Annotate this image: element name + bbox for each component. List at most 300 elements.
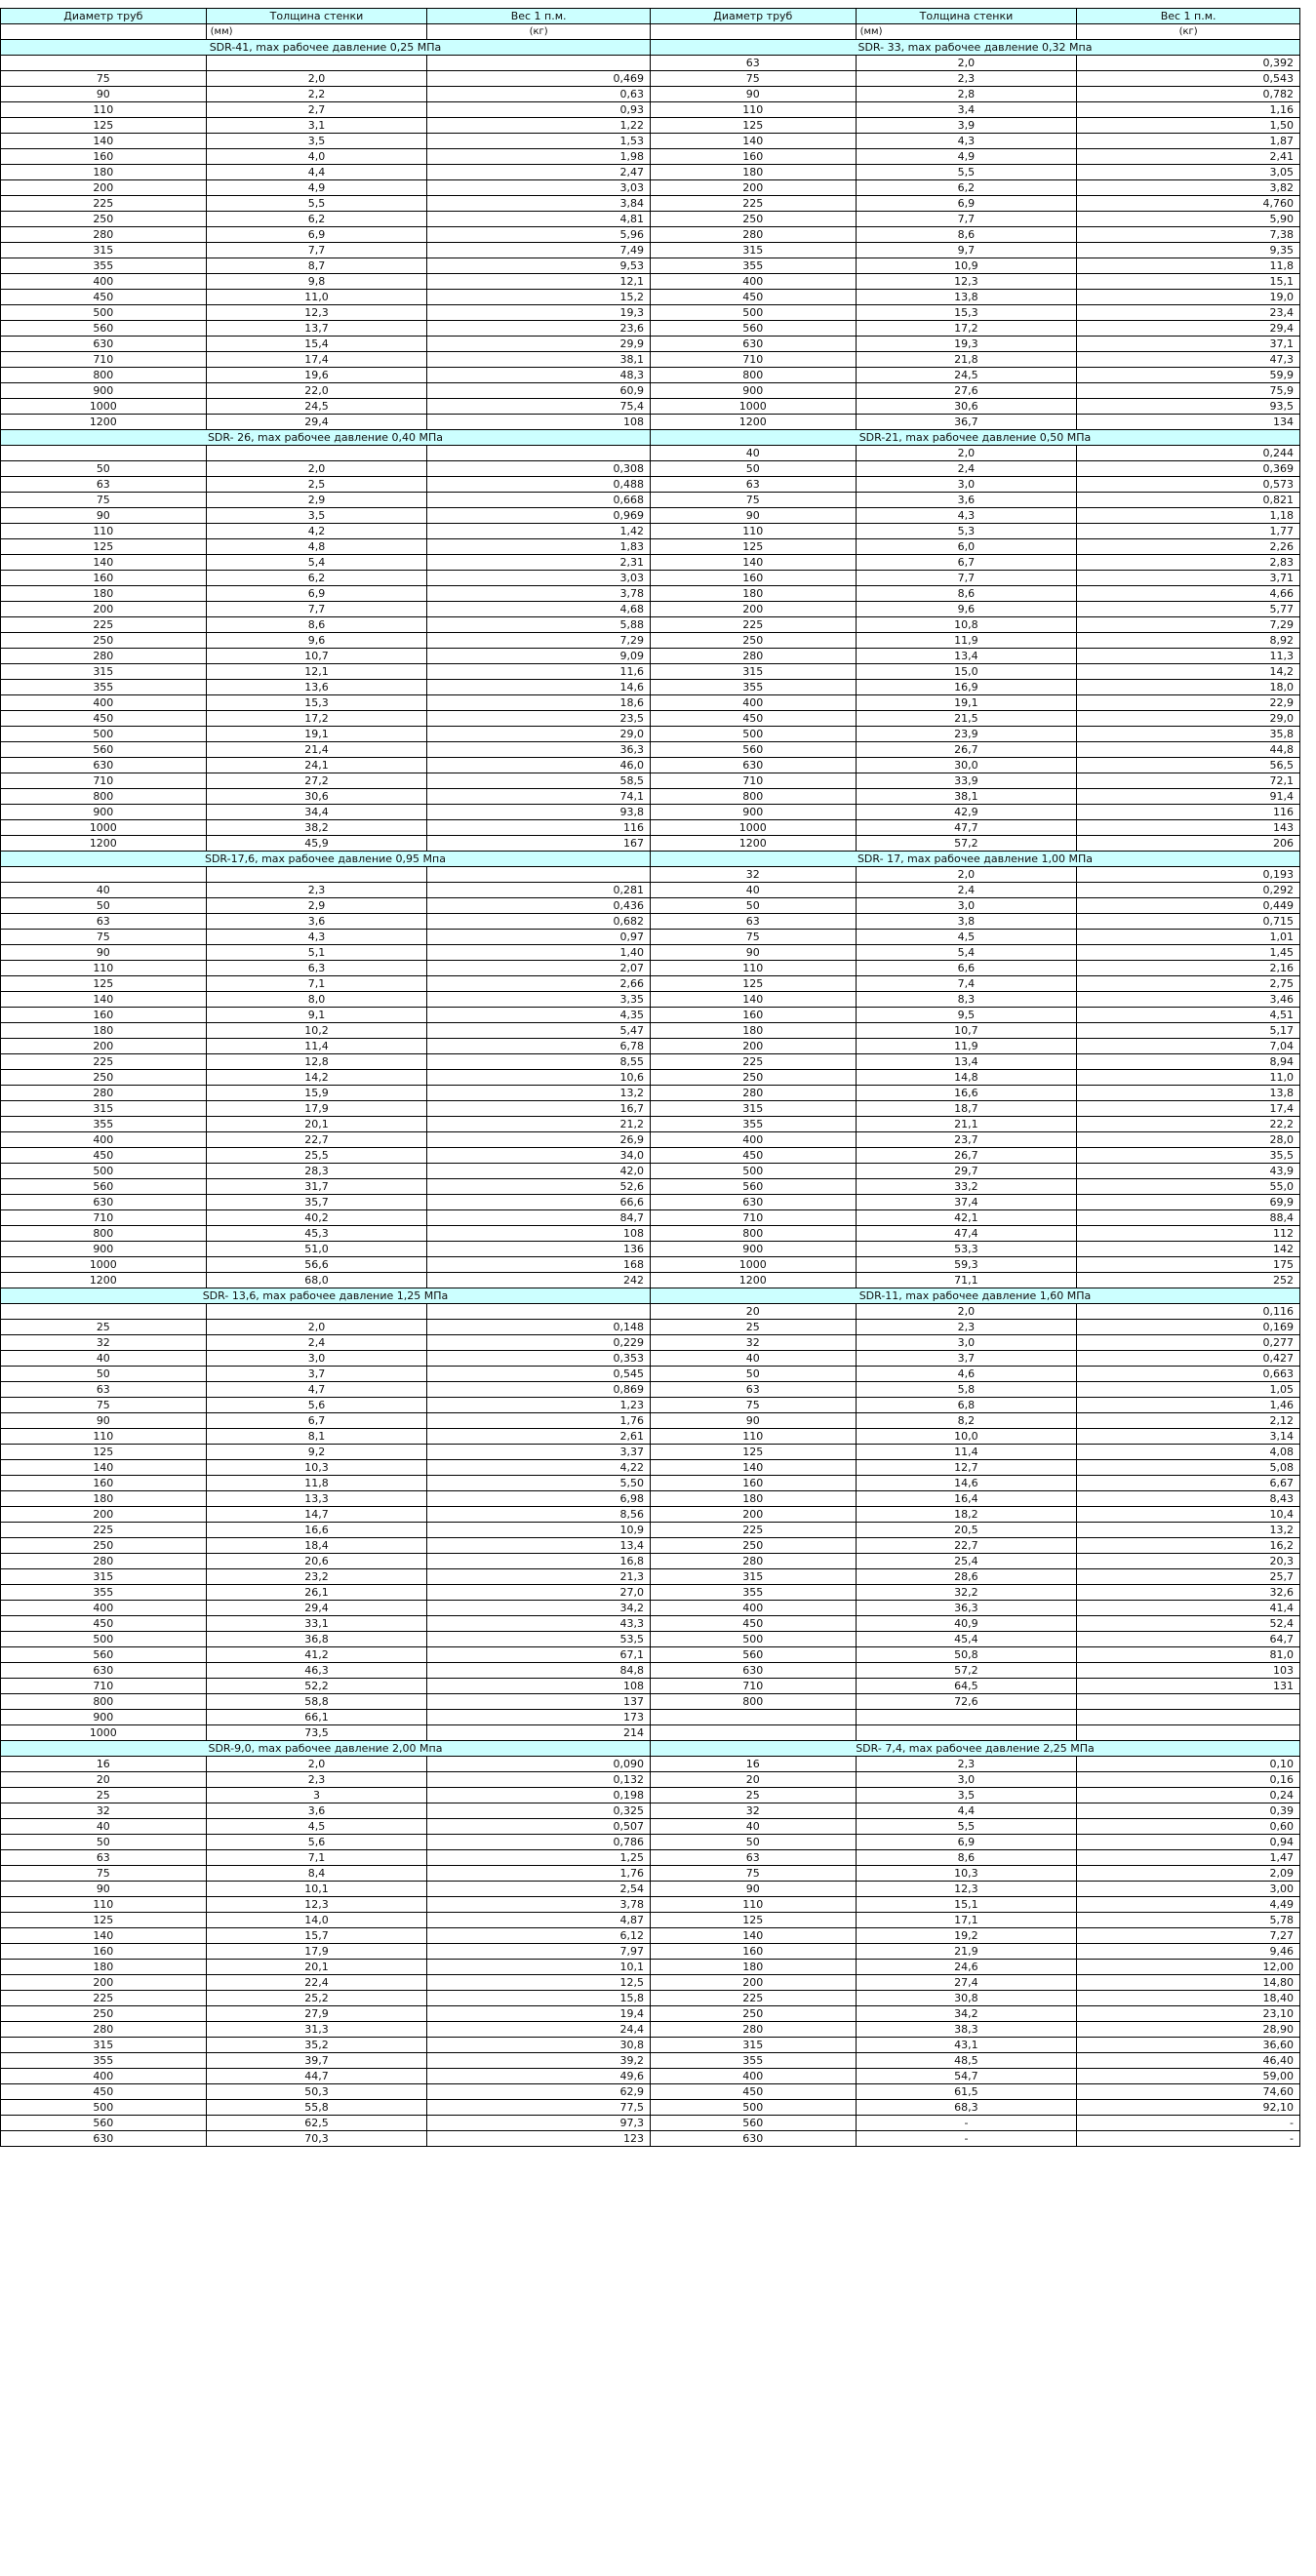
- cell-thickness: 8,7: [206, 258, 427, 274]
- cell-weight: 1,50: [1077, 118, 1300, 134]
- cell-diameter: 400: [650, 1601, 856, 1616]
- cell-weight: 108: [427, 415, 651, 430]
- cell-diameter: 200: [1, 602, 207, 617]
- cell-diameter: 63: [650, 1850, 856, 1866]
- cell-diameter: 140: [1, 992, 207, 1008]
- section-title-right: SDR- 17, max рабочее давление 1,00 МПа: [650, 852, 1299, 867]
- cell-weight: 14,80: [1077, 1975, 1300, 1991]
- cell-weight: 0,281: [427, 883, 651, 898]
- table-row: [1, 243, 1300, 258]
- cell-diameter: 225: [650, 617, 856, 633]
- cell-weight: 19,0: [1077, 290, 1300, 305]
- cell-weight: 52,6: [427, 1179, 651, 1195]
- cell-thickness: 40,2: [206, 1210, 427, 1226]
- cell-diameter: 32: [1, 1335, 207, 1351]
- table-row: [1, 945, 1300, 961]
- cell-diameter: 110: [650, 102, 856, 118]
- table-row: [1, 1101, 1300, 1117]
- cell-diameter: 90: [650, 1882, 856, 1897]
- cell-diameter: 250: [650, 212, 856, 227]
- cell-diameter: 710: [650, 1210, 856, 1226]
- cell-weight: 13,2: [427, 1086, 651, 1101]
- cell-diameter: 110: [1, 524, 207, 539]
- cell-diameter: 25: [1, 1320, 207, 1335]
- cell-thickness: 12,8: [206, 1054, 427, 1070]
- cell-thickness: 16,9: [856, 680, 1077, 695]
- header-thickness-right: Толщина стенки: [856, 9, 1077, 24]
- cell-diameter: 125: [1, 1445, 207, 1460]
- cell-weight: 32,6: [1077, 1585, 1300, 1601]
- cell-weight: 0,392: [1077, 56, 1300, 71]
- cell-diameter: 800: [1, 1694, 207, 1710]
- cell-weight: 7,29: [1077, 617, 1300, 633]
- cell-weight: 5,88: [427, 617, 651, 633]
- cell-weight: 15,1: [1077, 274, 1300, 290]
- cell-thickness: 5,6: [206, 1398, 427, 1413]
- cell-weight: 72,1: [1077, 773, 1300, 789]
- cell-diameter: 710: [1, 1679, 207, 1694]
- cell-weight: 49,6: [427, 2069, 651, 2084]
- table-row: [1, 976, 1300, 992]
- cell-diameter: 200: [1, 1507, 207, 1523]
- cell-thickness: 70,3: [206, 2131, 427, 2147]
- cell-thickness: 7,7: [856, 212, 1077, 227]
- section-title-row: [1, 1288, 1300, 1304]
- cell-thickness: 19,1: [856, 695, 1077, 711]
- cell-diameter: 400: [1, 1132, 207, 1148]
- cell-thickness: 3,6: [856, 493, 1077, 508]
- cell-weight: 93,8: [427, 805, 651, 820]
- cell-diameter: 1200: [650, 836, 856, 852]
- cell-diameter: 20: [650, 1304, 856, 1320]
- cell-weight: 1,46: [1077, 1398, 1300, 1413]
- cell-weight: 8,92: [1077, 633, 1300, 649]
- cell-diameter: 225: [1, 196, 207, 212]
- table-row: [1, 399, 1300, 415]
- table-row: [1, 1757, 1300, 1772]
- cell-diameter: 315: [1, 243, 207, 258]
- cell-diameter: 280: [1, 227, 207, 243]
- table-row: [1, 508, 1300, 524]
- cell-weight: 4,22: [427, 1460, 651, 1476]
- cell-weight: 143: [1077, 820, 1300, 836]
- section-title-left: SDR-17,6, max рабочее давление 0,95 Mпа: [1, 852, 651, 867]
- table-row: [1, 711, 1300, 727]
- cell-diameter: 180: [650, 1491, 856, 1507]
- cell-diameter: 63: [650, 477, 856, 493]
- cell-diameter: 160: [1, 571, 207, 586]
- cell-thickness: 30,6: [856, 399, 1077, 415]
- cell-thickness: 8,6: [206, 617, 427, 633]
- table-row: [1, 149, 1300, 165]
- cell-diameter: [650, 1710, 856, 1725]
- cell-diameter: 250: [650, 1070, 856, 1086]
- cell-thickness: 35,7: [206, 1195, 427, 1210]
- cell-thickness: 55,8: [206, 2100, 427, 2116]
- table-row: [1, 758, 1300, 773]
- cell-diameter: 280: [1, 2022, 207, 2038]
- cell-diameter: 200: [650, 1975, 856, 1991]
- cell-weight: 3,46: [1077, 992, 1300, 1008]
- cell-weight: 10,9: [427, 1523, 651, 1538]
- table-row: [1, 1897, 1300, 1913]
- cell-diameter: 500: [650, 305, 856, 321]
- cell-diameter: 40: [1, 1351, 207, 1367]
- cell-weight: 0,545: [427, 1367, 651, 1382]
- cell-thickness: 27,4: [856, 1975, 1077, 1991]
- cell-diameter: 40: [650, 1819, 856, 1835]
- cell-thickness: 2,0: [856, 446, 1077, 461]
- cell-thickness: 2,9: [206, 898, 427, 914]
- cell-diameter: 630: [1, 758, 207, 773]
- cell-thickness: 24,1: [206, 758, 427, 773]
- table-row: [1, 1164, 1300, 1179]
- cell-diameter: 140: [650, 1460, 856, 1476]
- cell-diameter: 630: [650, 1663, 856, 1679]
- cell-diameter: 110: [650, 524, 856, 539]
- cell-diameter: 355: [650, 1585, 856, 1601]
- cell-diameter: 1200: [1, 415, 207, 430]
- cell-thickness: 2,0: [206, 1757, 427, 1772]
- cell-diameter: 63: [650, 914, 856, 930]
- cell-weight: 22,2: [1077, 1117, 1300, 1132]
- cell-weight: 52,4: [1077, 1616, 1300, 1632]
- cell-thickness: 45,3: [206, 1226, 427, 1242]
- cell-thickness: 45,4: [856, 1632, 1077, 1647]
- cell-weight: 1,16: [1077, 102, 1300, 118]
- cell-diameter: 800: [1, 789, 207, 805]
- cell-diameter: 160: [1, 1944, 207, 1960]
- table-row: [1, 1476, 1300, 1491]
- cell-thickness: 16,6: [856, 1086, 1077, 1101]
- cell-diameter: 400: [1, 274, 207, 290]
- cell-thickness: 23,2: [206, 1569, 427, 1585]
- section-title-left: SDR-9,0, max рабочее давление 2,00 Мпа: [1, 1741, 651, 1757]
- cell-weight: 15,8: [427, 1991, 651, 2006]
- cell-diameter: 315: [650, 1569, 856, 1585]
- table-row: [1, 1991, 1300, 2006]
- cell-weight: 29,4: [1077, 321, 1300, 337]
- cell-weight: 131: [1077, 1679, 1300, 1694]
- cell-weight: 97,3: [427, 2116, 651, 2131]
- cell-diameter: 25: [1, 1788, 207, 1803]
- cell-diameter: 200: [1, 1039, 207, 1054]
- section-title-left: SDR-41, max рабочее давление 0,25 МПа: [1, 40, 651, 56]
- cell-thickness: 4,6: [856, 1367, 1077, 1382]
- cell-thickness: 4,8: [206, 539, 427, 555]
- cell-thickness: 47,4: [856, 1226, 1077, 1242]
- cell-thickness: 12,1: [206, 664, 427, 680]
- cell-weight: 0,93: [427, 102, 651, 118]
- units-empty-left: [1, 24, 207, 40]
- table-row: [1, 56, 1300, 71]
- cell-weight: 17,4: [1077, 1101, 1300, 1117]
- cell-diameter: 630: [1, 2131, 207, 2147]
- cell-weight: 0,229: [427, 1335, 651, 1351]
- cell-diameter: 110: [1, 961, 207, 976]
- cell-weight: 0,786: [427, 1835, 651, 1850]
- cell-weight: 14,2: [1077, 664, 1300, 680]
- cell-thickness: 14,6: [856, 1476, 1077, 1491]
- cell-weight: 2,41: [1077, 149, 1300, 165]
- cell-weight: 0,39: [1077, 1803, 1300, 1819]
- unit-mm-left: (мм): [206, 24, 427, 40]
- table-row: [1, 1039, 1300, 1054]
- cell-weight: 5,96: [427, 227, 651, 243]
- cell-weight: 0,16: [1077, 1772, 1300, 1788]
- cell-weight: 4,81: [427, 212, 651, 227]
- cell-diameter: 900: [1, 383, 207, 399]
- cell-weight: 42,0: [427, 1164, 651, 1179]
- cell-thickness: 10,1: [206, 1882, 427, 1897]
- cell-weight: 0,148: [427, 1320, 651, 1335]
- cell-diameter: 630: [1, 1195, 207, 1210]
- cell-thickness: 11,9: [856, 633, 1077, 649]
- cell-diameter: 1200: [650, 415, 856, 430]
- cell-diameter: 180: [1, 1960, 207, 1975]
- table-row: [1, 258, 1300, 274]
- cell-diameter: 75: [1, 1398, 207, 1413]
- cell-diameter: 90: [1, 87, 207, 102]
- units-empty-right: [650, 24, 856, 40]
- cell-weight: 18,40: [1077, 1991, 1300, 2006]
- cell-weight: 10,6: [427, 1070, 651, 1086]
- table-row: [1, 1663, 1300, 1679]
- cell-diameter: 160: [650, 1476, 856, 1491]
- cell-thickness: 3,5: [856, 1788, 1077, 1803]
- cell-thickness: 38,1: [856, 789, 1077, 805]
- cell-diameter: 140: [1, 1928, 207, 1944]
- cell-thickness: 4,9: [856, 149, 1077, 165]
- cell-diameter: 1000: [650, 399, 856, 415]
- cell-thickness: 68,0: [206, 1273, 427, 1288]
- cell-diameter: 500: [1, 727, 207, 742]
- cell-diameter: 560: [650, 1179, 856, 1195]
- cell-diameter: 450: [1, 290, 207, 305]
- cell-diameter: 315: [650, 243, 856, 258]
- cell-diameter: 140: [650, 555, 856, 571]
- cell-diameter: 630: [650, 758, 856, 773]
- cell-diameter: 900: [650, 805, 856, 820]
- cell-thickness: 18,7: [856, 1101, 1077, 1117]
- cell-diameter: 50: [650, 898, 856, 914]
- cell-thickness: 3,8: [856, 914, 1077, 930]
- table-row: [1, 1460, 1300, 1476]
- table-row: [1, 1554, 1300, 1569]
- cell-diameter: 250: [1, 1538, 207, 1554]
- cell-thickness: 10,8: [856, 617, 1077, 633]
- table-row: [1, 1367, 1300, 1382]
- cell-diameter: 75: [650, 930, 856, 945]
- cell-diameter: 355: [1, 2053, 207, 2069]
- cell-thickness: 2,3: [856, 71, 1077, 87]
- cell-diameter: 16: [650, 1757, 856, 1772]
- cell-weight: 2,83: [1077, 555, 1300, 571]
- cell-weight: 1,05: [1077, 1382, 1300, 1398]
- cell-diameter: 50: [1, 1835, 207, 1850]
- cell-weight: 7,29: [427, 633, 651, 649]
- cell-thickness: 12,3: [206, 1897, 427, 1913]
- cell-diameter: 180: [1, 165, 207, 180]
- header-weight-left: Вес 1 п.м.: [427, 9, 651, 24]
- cell-diameter: 630: [1, 1663, 207, 1679]
- cell-thickness: 37,4: [856, 1195, 1077, 1210]
- cell-thickness: 3,7: [206, 1367, 427, 1382]
- cell-weight: 28,90: [1077, 2022, 1300, 2038]
- cell-thickness: -: [856, 2131, 1077, 2147]
- cell-weight: 84,7: [427, 1210, 651, 1226]
- cell-diameter: 280: [650, 1554, 856, 1569]
- cell-diameter: 110: [650, 961, 856, 976]
- cell-thickness: 6,2: [856, 180, 1077, 196]
- cell-weight: 0,325: [427, 1803, 651, 1819]
- cell-diameter: 450: [1, 1616, 207, 1632]
- cell-weight: 2,61: [427, 1429, 651, 1445]
- table-row: [1, 742, 1300, 758]
- cell-thickness: 57,2: [856, 836, 1077, 852]
- cell-thickness: 2,4: [856, 461, 1077, 477]
- cell-weight: 1,40: [427, 945, 651, 961]
- cell-diameter: 710: [650, 773, 856, 789]
- cell-diameter: 900: [1, 1710, 207, 1725]
- table-row: [1, 617, 1300, 633]
- cell-thickness: 17,2: [206, 711, 427, 727]
- cell-thickness: 6,9: [206, 586, 427, 602]
- cell-weight: 2,31: [427, 555, 651, 571]
- cell-diameter: 400: [1, 1601, 207, 1616]
- cell-thickness: 8,2: [856, 1413, 1077, 1429]
- cell-diameter: 50: [1, 1367, 207, 1382]
- table-row: [1, 227, 1300, 243]
- cell-diameter: 560: [1, 321, 207, 337]
- cell-weight: 0,682: [427, 914, 651, 930]
- cell-weight: 1,76: [427, 1866, 651, 1882]
- cell-diameter: 125: [650, 976, 856, 992]
- cell-weight: 0,10: [1077, 1757, 1300, 1772]
- cell-diameter: 450: [650, 711, 856, 727]
- cell-weight: 5,78: [1077, 1913, 1300, 1928]
- cell-weight: 1,87: [1077, 134, 1300, 149]
- cell-weight: 1,53: [427, 134, 651, 149]
- cell-thickness: 17,9: [206, 1944, 427, 1960]
- cell-diameter: 560: [650, 742, 856, 758]
- cell-weight: 9,35: [1077, 243, 1300, 258]
- cell-thickness: 13,3: [206, 1491, 427, 1507]
- cell-thickness: 2,4: [856, 883, 1077, 898]
- cell-diameter: 200: [1, 1975, 207, 1991]
- cell-weight: 41,4: [1077, 1601, 1300, 1616]
- cell-thickness: 8,0: [206, 992, 427, 1008]
- table-row: [1, 992, 1300, 1008]
- table-row: [1, 1226, 1300, 1242]
- cell-weight: 7,27: [1077, 1928, 1300, 1944]
- table-row: [1, 2100, 1300, 2116]
- cell-weight: 6,12: [427, 1928, 651, 1944]
- cell-weight: 75,9: [1077, 383, 1300, 399]
- table-row: [1, 1445, 1300, 1460]
- cell-thickness: 13,7: [206, 321, 427, 337]
- cell-thickness: 24,5: [206, 399, 427, 415]
- cell-thickness: 8,6: [856, 586, 1077, 602]
- table-row: [1, 1132, 1300, 1148]
- cell-weight: 26,9: [427, 1132, 651, 1148]
- cell-thickness: 22,0: [206, 383, 427, 399]
- cell-thickness: 9,6: [206, 633, 427, 649]
- cell-thickness: 3,7: [856, 1351, 1077, 1367]
- cell-weight: 10,4: [1077, 1507, 1300, 1523]
- cell-diameter: 500: [650, 1164, 856, 1179]
- cell-diameter: 710: [650, 1679, 856, 1694]
- cell-thickness: 42,9: [856, 805, 1077, 820]
- cell-thickness: 31,3: [206, 2022, 427, 2038]
- cell-weight: 3,71: [1077, 571, 1300, 586]
- cell-diameter: 355: [650, 2053, 856, 2069]
- cell-diameter: 225: [650, 1991, 856, 2006]
- cell-weight: 74,1: [427, 789, 651, 805]
- cell-weight: 3,84: [427, 196, 651, 212]
- table-row: [1, 305, 1300, 321]
- table-row: [1, 87, 1300, 102]
- table-row: [1, 1850, 1300, 1866]
- table-row: [1, 461, 1300, 477]
- cell-diameter: 63: [1, 477, 207, 493]
- table-row: [1, 1601, 1300, 1616]
- cell-weight: 59,00: [1077, 2069, 1300, 2084]
- table-row: [1, 524, 1300, 539]
- cell-weight: 103: [1077, 1663, 1300, 1679]
- cell-thickness: 7,4: [856, 976, 1077, 992]
- cell-weight: 23,6: [427, 321, 651, 337]
- cell-thickness: 25,4: [856, 1554, 1077, 1569]
- cell-diameter: 110: [1, 102, 207, 118]
- cell-weight: 28,0: [1077, 1132, 1300, 1148]
- cell-diameter: 800: [1, 1226, 207, 1242]
- cell-diameter: 225: [1, 1523, 207, 1538]
- cell-thickness: 2,0: [206, 71, 427, 87]
- cell-thickness: 45,9: [206, 836, 427, 852]
- cell-diameter: 355: [650, 1117, 856, 1132]
- table-row: [1, 2053, 1300, 2069]
- cell-weight: 1,22: [427, 118, 651, 134]
- section-title-row: [1, 1741, 1300, 1757]
- table-row: [1, 1928, 1300, 1944]
- cell-thickness: 42,1: [856, 1210, 1077, 1226]
- cell-thickness: 26,7: [856, 742, 1077, 758]
- cell-thickness: 9,2: [206, 1445, 427, 1460]
- table-row: [1, 680, 1300, 695]
- cell-thickness: 31,7: [206, 1179, 427, 1195]
- cell-thickness: 2,5: [206, 477, 427, 493]
- table-row: [1, 134, 1300, 149]
- table-row: [1, 1772, 1300, 1788]
- cell-diameter: 200: [1, 180, 207, 196]
- cell-diameter: [1, 1304, 207, 1320]
- cell-thickness: 58,8: [206, 1694, 427, 1710]
- table-row: [1, 2116, 1300, 2131]
- cell-diameter: 560: [1, 742, 207, 758]
- cell-diameter: 110: [650, 1897, 856, 1913]
- cell-diameter: 180: [650, 586, 856, 602]
- cell-thickness: 2,9: [206, 493, 427, 508]
- table-row: [1, 1351, 1300, 1367]
- cell-weight: 13,8: [1077, 1086, 1300, 1101]
- cell-diameter: 900: [1, 1242, 207, 1257]
- table-row: [1, 493, 1300, 508]
- cell-weight: 0,132: [427, 1772, 651, 1788]
- cell-diameter: 315: [1, 2038, 207, 2053]
- cell-thickness: 56,6: [206, 1257, 427, 1273]
- cell-diameter: 40: [650, 1351, 856, 1367]
